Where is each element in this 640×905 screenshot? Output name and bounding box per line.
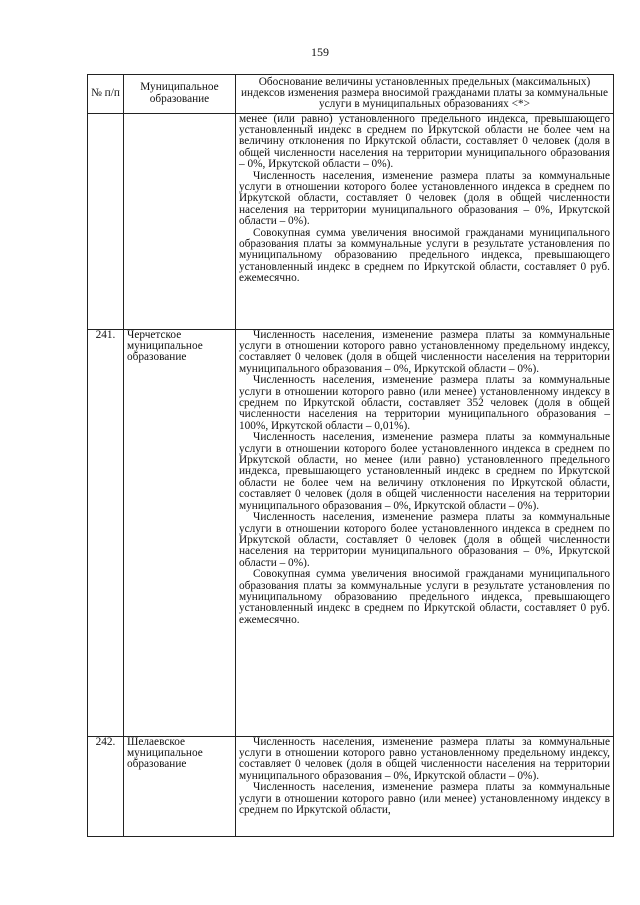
paragraph: Численность населения, изменение размера платы за коммунальные услуги в отношении которого равно установленному предельному индексу, составляет 0 человек (доля в общей численности населения на территории муниципального образования – 0%, Иркутской области – 0%). (239, 735, 610, 782)
header-municipality: Муниципальное образование (124, 75, 236, 114)
paragraph: Численность населения, изменение размера платы за коммунальные услуги в отношении которого равно (или менее) установленному индексу в среднем по Иркутской области, составляет 352 человек (доля в общей численности населения на территории муниципального образования – 100%, Иркутской области – 0,01%). (239, 374, 610, 432)
header-num: № п/п (88, 75, 124, 114)
paragraph: Совокупная сумма увеличения вносимой гражданами муниципального образования платы за коммунальные услуги в результате установления по муниципальному образованию предельного индекса, превышающего установленный индекс в среднем по Иркутской области, составляет 0 руб. ежемесячно. (239, 568, 610, 626)
municipality-name: Черчетское муниципальное образование (124, 329, 236, 736)
header-justification: Обоснование величины установленных предельных (максимальных) индексов изменения размера вносимой гражданами платы за коммунальные услуги в муниципальных образованиях <*> (236, 75, 614, 114)
table-row (88, 113, 614, 329)
table-row (88, 736, 614, 836)
table-row (88, 329, 614, 736)
justification-cell (236, 736, 614, 836)
paragraph: Численность населения, изменение размера платы за коммунальные услуги в отношении которого более установленного индекса в среднем по Иркутской области, но менее (или равно) установленного предельного индекса, превышающего установленный индекс в среднем по Иркутской области не более чем на величину отклонения по Иркутской области, составляет 0 человек (доля в общей численности населения на территории муниципального образования – 0%, Иркутской области – 0%). (239, 431, 610, 512)
page-number: 159 (311, 45, 329, 59)
paragraph: Численность населения, изменение размера платы за коммунальные услуги в отношении которого более установленного индекса в среднем по Иркутской области, составляет 0 человек (доля в общей численности населения на территории муниципального образования – 0%, Иркутской области – 0%). (239, 169, 610, 228)
justification-cell (236, 113, 614, 329)
indices-table (87, 74, 614, 837)
row-number: 242. (88, 736, 124, 836)
municipality-name: Шелаевское муниципальное образование (124, 736, 236, 836)
municipality-name (124, 113, 236, 329)
paragraph: Численность населения, изменение размера платы за коммунальные услуги в отношении которого равно (или менее) установленному индексу в среднем по Иркутской области, (239, 781, 610, 817)
justification-cell (236, 329, 614, 736)
paragraph: Численность населения, изменение размера платы за коммунальные услуги в отношении которого равно установленному предельному индексу, составляет 0 человек (доля в общей численности населения на территории муниципального образования – 0%, Иркутской области – 0%). (239, 328, 610, 375)
row-number: 241. (88, 329, 124, 736)
table-header-row (88, 75, 614, 114)
row-number (88, 113, 124, 329)
paragraph: Численность населения, изменение размера платы за коммунальные услуги в отношении которого более установленного индекса в среднем по Иркутской области, составляет 0 человек (доля в общей численности населения на территории муниципального образования – 0%, Иркутской области – 0%). (239, 511, 610, 569)
paragraph: менее (или равно) установленного предельного индекса, превышающего установленный индекс в среднем по Иркутской области не более чем на величину отклонения по Иркутской области, составляет 0 человек (доля в общей численности населения на территории муниципального образования – 0%, Иркутской области – 0%). (239, 112, 610, 171)
paragraph: Совокупная сумма увеличения вносимой гражданами муниципального образования платы за коммунальные услуги в результате установления по муниципальному образованию предельного индекса, превышающего установленный индекс в среднем по Иркутской области, составляет 0 руб. ежемесячно. (239, 226, 610, 285)
